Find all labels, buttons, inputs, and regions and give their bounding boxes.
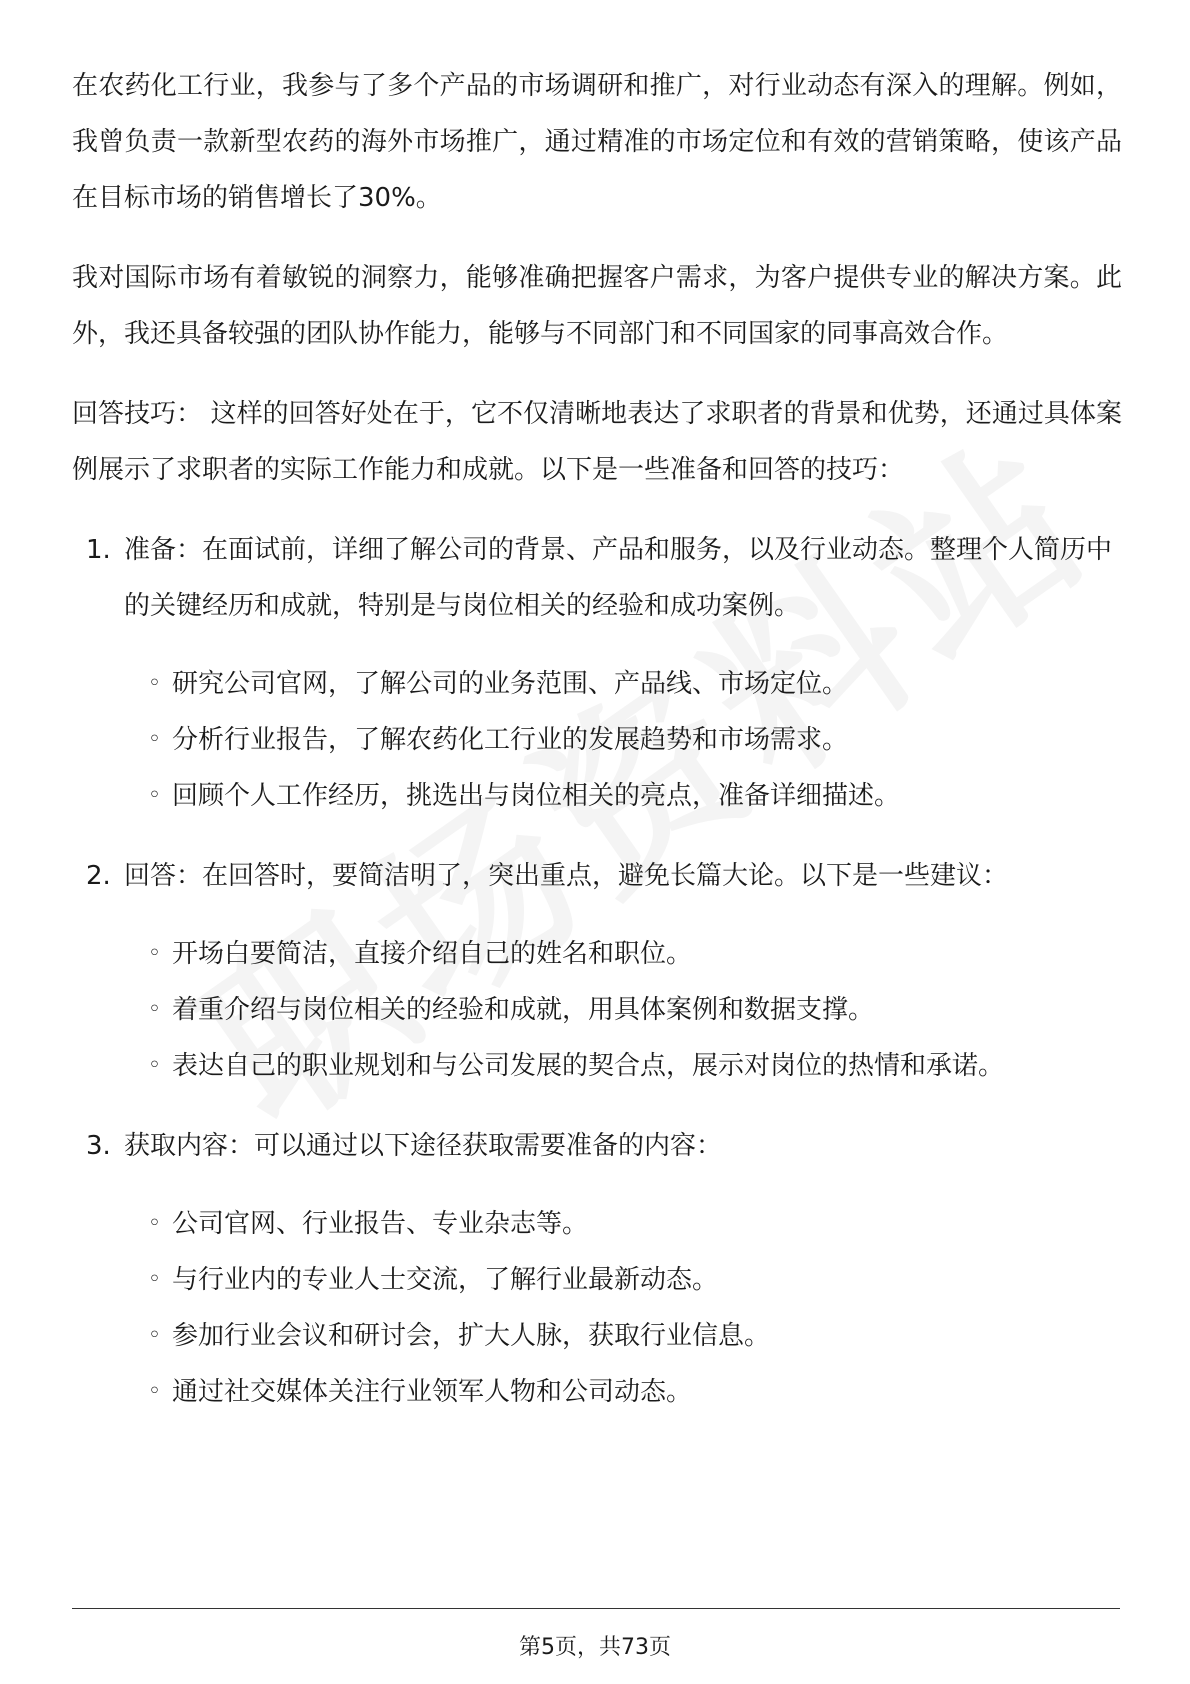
bullet-icon: ◦	[148, 1211, 161, 1236]
bullet-icon: ◦	[148, 1267, 161, 1292]
bullet-icon: ◦	[148, 997, 161, 1022]
numbered-item-prepare	[72, 522, 1122, 634]
footer-divider	[72, 1608, 1120, 1609]
numbered-item-answer	[72, 848, 1122, 904]
list-item-text: 研究公司官网，了解公司的业务范围、产品线、市场定位。	[172, 669, 849, 699]
list-item-text: 分析行业报告，了解农药化工行业的发展趋势和市场需求。	[172, 725, 849, 755]
list-item	[148, 656, 1122, 712]
list-item	[148, 1308, 1122, 1364]
list-item	[148, 712, 1122, 768]
list-item	[148, 768, 1122, 824]
numbered-item-get-content	[72, 1118, 1122, 1174]
list-item	[148, 926, 1122, 982]
list-item-text: 着重介绍与岗位相关的经验和成就，用具体案例和数据支撑。	[172, 995, 875, 1025]
bullet-icon: ◦	[148, 1323, 161, 1348]
bullet-icon: ◦	[148, 671, 161, 696]
list-item-text: 与行业内的专业人士交流，了解行业最新动态。	[172, 1265, 719, 1295]
item-text: 回答：在回答时，要简洁明了，突出重点，避免长篇大论。以下是一些建议：	[124, 861, 1009, 891]
bullet-icon: ◦	[148, 1379, 161, 1404]
list-item-text: 表达自己的职业规划和与公司发展的契合点，展示对岗位的热情和承诺。	[172, 1051, 1005, 1081]
bullet-list-answer	[72, 926, 1122, 1094]
list-item-text: 回顾个人工作经历，挑选出与岗位相关的亮点，准备详细描述。	[172, 781, 901, 811]
bullet-icon: ◦	[148, 727, 161, 752]
paragraph-experience: 在农药化工行业，我参与了多个产品的市场调研和推广，对行业动态有深入的理解。例如，我曾负责一款新型农药的海外市场推广，通过精准的市场定位和有效的营销策略，使该产品在目标市场的销售增长了30%。	[72, 71, 1122, 213]
bullet-icon: ◦	[148, 941, 161, 966]
paragraph-answer-tips: 回答技巧： 这样的回答好处在于，它不仅清晰地表达了求职者的背景和优势，还通过具体案例展示了求职者的实际工作能力和成就。以下是一些准备和回答的技巧：	[72, 399, 1122, 485]
bullet-list-prepare	[72, 656, 1122, 824]
page-content	[72, 58, 1122, 1444]
list-item-text: 开场白要简洁，直接介绍自己的姓名和职位。	[172, 939, 693, 969]
item-number: 2.	[86, 861, 111, 891]
item-text: 获取内容：可以通过以下途径获取需要准备的内容：	[124, 1131, 723, 1161]
paragraph-strengths: 我对国际市场有着敏锐的洞察力，能够准确把握客户需求，为客户提供专业的解决方案。此外，我还具备较强的团队协作能力，能够与不同部门和不同国家的同事高效合作。	[72, 263, 1122, 349]
list-item-text: 通过社交媒体关注行业领军人物和公司动态。	[172, 1377, 693, 1407]
bullet-icon: ◦	[148, 1053, 161, 1078]
item-text: 准备：在面试前，详细了解公司的背景、产品和服务，以及行业动态。整理个人简历中的关键经历和成就，特别是与岗位相关的经验和成功案例。	[124, 535, 1113, 621]
page-number: 第5页，共73页	[519, 1635, 671, 1660]
item-number: 1.	[86, 535, 111, 565]
list-item-text: 参加行业会议和研讨会，扩大人脉，获取行业信息。	[172, 1321, 771, 1351]
list-item	[148, 1252, 1122, 1308]
item-number: 3.	[86, 1131, 111, 1161]
list-item	[148, 1038, 1122, 1094]
list-item	[148, 982, 1122, 1038]
list-item	[148, 1364, 1122, 1420]
list-item-text: 公司官网、行业报告、专业杂志等。	[172, 1209, 589, 1239]
bullet-list-get-content	[72, 1196, 1122, 1420]
bullet-icon: ◦	[148, 783, 161, 808]
list-item	[148, 1196, 1122, 1252]
